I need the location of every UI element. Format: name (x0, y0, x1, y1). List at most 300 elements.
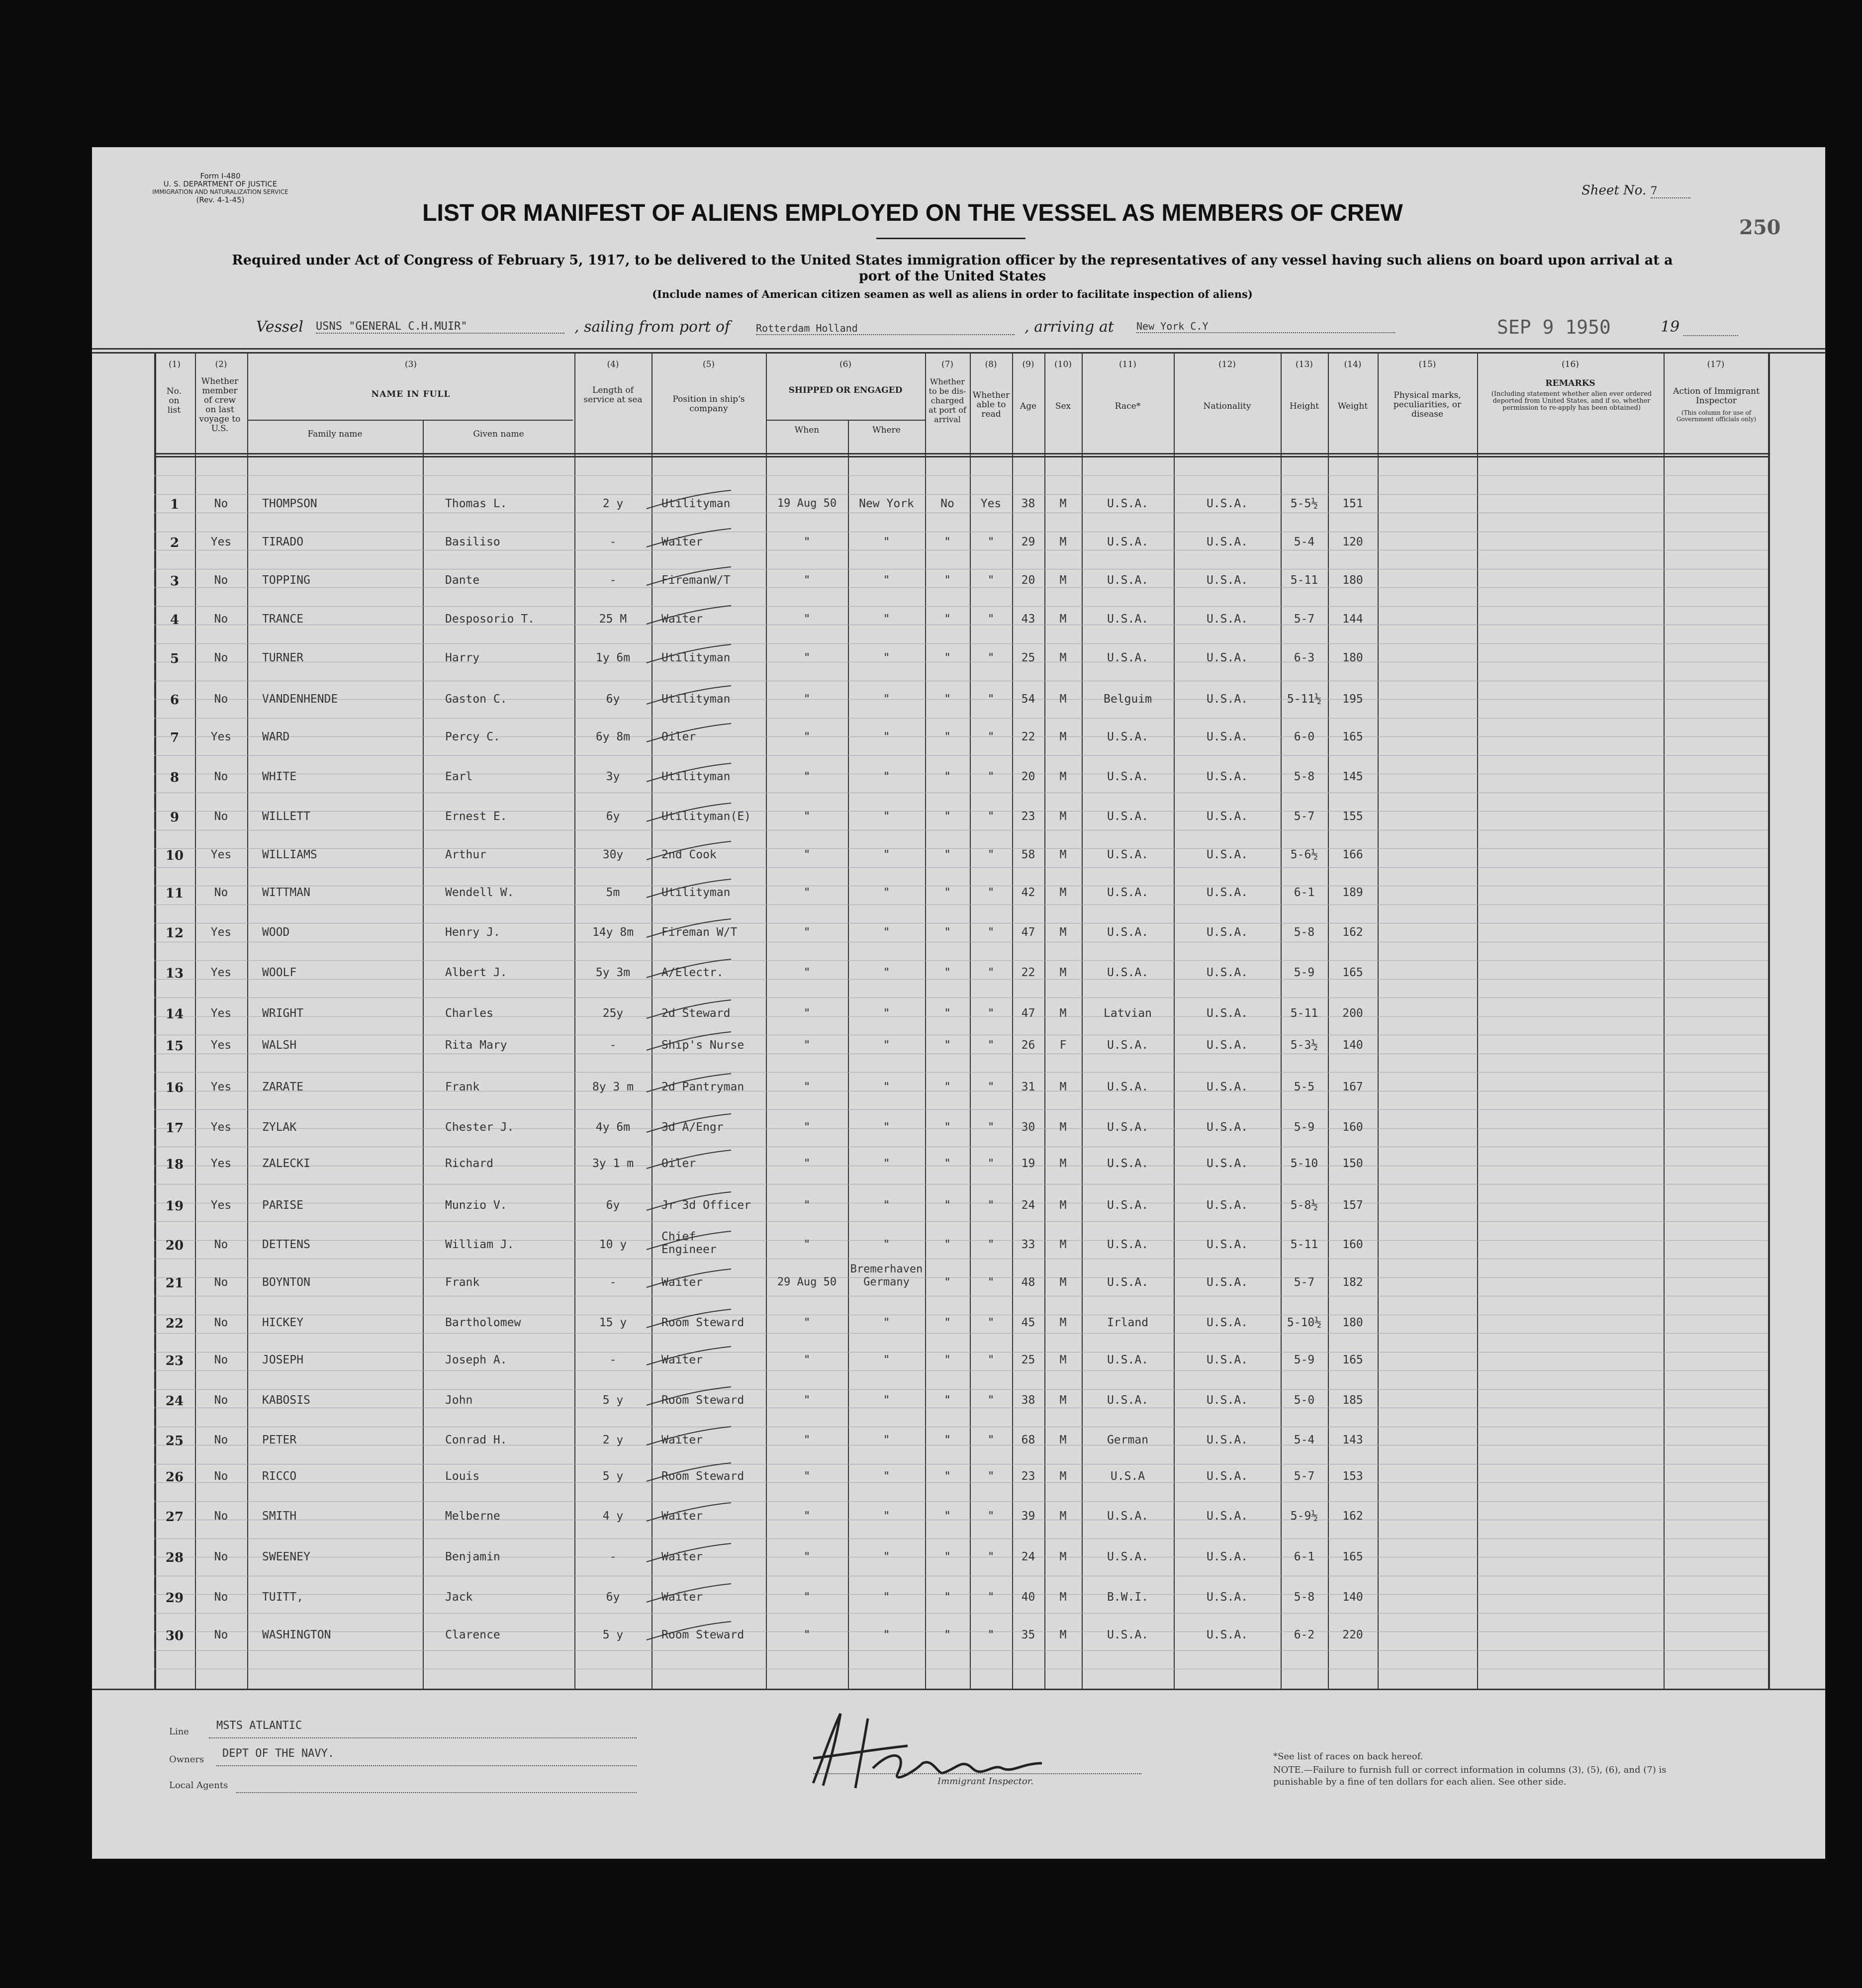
cell-age: 24 (1021, 1550, 1035, 1563)
cell-age: 45 (1021, 1316, 1035, 1329)
column-rule (1044, 352, 1045, 1689)
cell-read: " (987, 1039, 995, 1052)
cell-nat: U.S.A. (1206, 651, 1248, 664)
column-number: (15) (1418, 360, 1436, 369)
cell-no: 29 (165, 1591, 184, 1606)
ruled-line (154, 904, 1768, 905)
cell-length: 1y 6m (595, 651, 631, 664)
cell-where: New York (859, 497, 914, 510)
cell-nat: U.S.A. (1206, 1121, 1248, 1134)
table-top-rule-2 (92, 352, 1825, 354)
cell-no: 10 (165, 848, 184, 863)
cell-length: 30y (602, 848, 624, 861)
cell-sex: M (1059, 1434, 1067, 1446)
cell-nat: U.S.A. (1206, 1591, 1248, 1604)
cell-weight: 165 (1342, 730, 1363, 743)
cell-member: No (214, 1628, 228, 1641)
line-label: Line (169, 1726, 189, 1737)
check-mark (642, 1580, 741, 1610)
cell-given: Conrad H. (445, 1434, 507, 1446)
cell-when: " (803, 1470, 811, 1483)
cell-height: 5-9 (1294, 1354, 1315, 1366)
cell-position: Waiter (661, 1591, 703, 1604)
cell-no: 1 (170, 497, 180, 512)
cell-when: " (803, 574, 811, 587)
cell-when: " (803, 730, 811, 743)
cell-given: Earl (445, 770, 473, 783)
cell-no: 22 (165, 1316, 184, 1331)
cell-position: Jr 3d Officer (661, 1199, 751, 1212)
cell-member: No (214, 1510, 228, 1523)
form-revision: (Rev. 4-1-45) (196, 195, 245, 204)
cell-height: 5-11 (1290, 1238, 1318, 1251)
cell-where: " (883, 1121, 890, 1134)
cell-family: WILLIAMS (262, 848, 317, 861)
cell-position: Waiter (661, 1354, 703, 1366)
cell-height: 5-10½ (1287, 1316, 1322, 1329)
cell-member: No (214, 810, 228, 823)
cell-family: DETTENS (262, 1238, 310, 1251)
ruled-line (154, 1370, 1768, 1371)
cell-family: JOSEPH (262, 1354, 304, 1366)
cell-position: Waiter (661, 1434, 703, 1446)
cell-length: 6y (606, 810, 620, 823)
cell-height: 5-4 (1294, 536, 1315, 548)
cell-family: WHITE (262, 770, 297, 783)
cell-weight: 150 (1342, 1157, 1363, 1170)
cell-disch: " (944, 651, 951, 664)
ruled-line (154, 755, 1768, 756)
cell-length: 5 y (602, 1470, 624, 1483)
cell-member: No (214, 1550, 228, 1563)
cell-nat: U.S.A. (1206, 1157, 1248, 1170)
cell-when: " (803, 1039, 811, 1052)
cell-weight: 120 (1342, 536, 1363, 548)
cell-weight: 155 (1342, 810, 1363, 823)
cell-length: - (609, 1276, 617, 1289)
cell-race: U.S.A. (1107, 574, 1149, 587)
check-mark (642, 955, 741, 985)
cell-disch: " (944, 1550, 951, 1563)
cell-given: Frank (445, 1276, 480, 1289)
header-race: Race* (1115, 401, 1141, 411)
cell-race: U.S.A. (1107, 1039, 1149, 1052)
column-rule (1281, 352, 1282, 1689)
cell-family: TURNER (262, 651, 304, 664)
cell-position: Chief Engineer (661, 1230, 717, 1256)
year-label: 19 (1661, 318, 1680, 336)
cell-height: 5-7 (1294, 613, 1315, 626)
cell-nat: U.S.A. (1206, 1470, 1248, 1483)
cell-read: " (987, 1354, 995, 1366)
cell-position: Room Steward (661, 1316, 745, 1329)
ruled-line (154, 587, 1768, 588)
cell-member: Yes (210, 1157, 232, 1170)
cell-member: Yes (210, 1039, 232, 1052)
cell-when: " (803, 1550, 811, 1563)
cell-disch: " (944, 1470, 951, 1483)
check-mark (642, 1343, 741, 1372)
cell-when: " (803, 810, 811, 823)
check-mark (642, 759, 741, 789)
cell-given: Bartholomew (445, 1316, 521, 1329)
shipped-subhead-rule (766, 420, 925, 421)
cell-race: U.S.A. (1107, 1354, 1149, 1366)
header-name-in-full: NAME IN FULL (371, 389, 451, 399)
cell-no: 26 (165, 1470, 184, 1485)
vessel-label: Vessel (256, 318, 303, 336)
cell-when: " (803, 1591, 811, 1604)
cell-when: " (803, 613, 811, 626)
cell-no: 11 (165, 886, 184, 901)
column-number: (11) (1119, 360, 1136, 369)
requirement-text: Required under Act of Congress of February 5, 1917, to be delivered to the United States immigration officer by the representatives of any vessel having such aliens on board upon arrival at a port of the United States (232, 253, 1673, 284)
cell-family: WOOLF (262, 966, 297, 979)
cell-height: 5-3½ (1290, 1039, 1318, 1052)
cell-no: 12 (165, 926, 184, 941)
cell-member: Yes (210, 730, 232, 743)
cell-read: " (987, 1007, 995, 1020)
cell-weight: 153 (1342, 1470, 1363, 1483)
cell-member: No (214, 1276, 228, 1289)
cell-sex: M (1059, 1157, 1067, 1170)
cell-where: " (883, 1081, 890, 1093)
column-number: (14) (1344, 360, 1362, 369)
cell-nat: U.S.A. (1206, 1276, 1248, 1289)
cell-when: " (803, 1628, 811, 1641)
cell-race: U.S.A. (1107, 730, 1149, 743)
cell-height: 6-1 (1294, 886, 1315, 899)
cell-disch: " (944, 1434, 951, 1446)
cell-nat: U.S.A. (1206, 966, 1248, 979)
line-value: MSTS ATLANTIC (216, 1719, 302, 1732)
header-able-to-read: Whether able to read (972, 390, 1010, 419)
check-mark (642, 1423, 741, 1452)
cell-length: 25y (602, 1007, 624, 1020)
cell-where: " (883, 613, 890, 626)
cell-given: Chester J. (445, 1121, 514, 1134)
cell-given: William J. (445, 1238, 514, 1251)
ruled-line (154, 606, 1768, 607)
cell-length: 4y 6m (595, 1121, 631, 1134)
cell-age: 43 (1021, 613, 1035, 626)
cell-where: " (883, 810, 890, 823)
header-physical-marks: Physical marks, peculiarities, or disease (1393, 390, 1462, 419)
cell-weight: 200 (1342, 1007, 1363, 1020)
column-number: (16) (1562, 360, 1579, 369)
cell-disch: " (944, 1007, 951, 1020)
header-weight: Weight (1337, 401, 1368, 411)
cell-race: U.S.A. (1107, 1238, 1149, 1251)
column-number: (6) (839, 360, 852, 369)
cell-race: U.S.A. (1107, 1199, 1149, 1212)
cell-weight: 162 (1342, 1510, 1363, 1523)
cell-position: Oiler (661, 1157, 696, 1170)
cell-family: VANDENHENDE (262, 693, 338, 706)
cell-weight: 189 (1342, 886, 1363, 899)
ruled-line (154, 1613, 1768, 1614)
cell-disch: " (944, 574, 951, 587)
cell-disch: " (944, 1081, 951, 1093)
cell-given: Percy C. (445, 730, 500, 743)
inspector-underline (813, 1773, 1141, 1774)
cell-length: 5 y (602, 1394, 624, 1407)
cell-member: Yes (210, 1121, 232, 1134)
check-mark (642, 875, 741, 905)
column-number: (5) (702, 360, 715, 369)
check-mark (642, 1070, 741, 1099)
column-number: (10) (1054, 360, 1072, 369)
cell-disch: " (944, 810, 951, 823)
cell-height: 5-8½ (1290, 1199, 1318, 1212)
cell-age: 40 (1021, 1591, 1035, 1604)
cell-no: 8 (170, 770, 180, 785)
cell-nat: U.S.A. (1206, 693, 1248, 706)
cell-position: Fireman W/T (661, 926, 738, 939)
cell-member: No (214, 1394, 228, 1407)
cell-when: " (803, 1238, 811, 1251)
races-note: *See list of races on back hereof. (1273, 1751, 1423, 1762)
cell-disch: No (940, 497, 954, 510)
cell-read: " (987, 1238, 995, 1251)
cell-position: Utilityman(E) (661, 810, 751, 823)
cell-length: 6y (606, 693, 620, 706)
cell-disch: " (944, 1591, 951, 1604)
inspector-label: Immigrant Inspector. (937, 1776, 1034, 1787)
cell-race: U.S.A. (1107, 1394, 1149, 1407)
sheet-stamp: 250 (1739, 216, 1781, 239)
cell-height: 5-8 (1294, 770, 1315, 783)
cell-race: Irland (1107, 1316, 1149, 1329)
cell-no: 2 (170, 536, 180, 550)
arrival-date-stamp: SEP 9 1950 (1497, 316, 1611, 338)
cell-member: No (214, 886, 228, 899)
column-number: (1) (168, 360, 181, 369)
header-sex: Sex (1055, 401, 1071, 411)
cell-sex: M (1059, 1081, 1067, 1093)
cell-race: U.S.A. (1107, 1628, 1149, 1641)
cell-race: U.S.A. (1107, 770, 1149, 783)
cell-disch: " (944, 1199, 951, 1212)
check-mark (642, 996, 741, 1026)
cell-weight: 162 (1342, 926, 1363, 939)
cell-where: " (883, 1394, 890, 1407)
cell-family: WALSH (262, 1039, 297, 1052)
ruled-line (154, 960, 1768, 961)
cell-length: 3y 1 m (592, 1157, 634, 1170)
cell-weight: 144 (1342, 613, 1363, 626)
cell-disch: " (944, 613, 951, 626)
cell-read: " (987, 1199, 995, 1212)
cell-weight: 180 (1342, 1316, 1363, 1329)
cell-disch: " (944, 730, 951, 743)
cell-length: 3y (606, 770, 620, 783)
cell-disch: " (944, 1510, 951, 1523)
cell-read: " (987, 926, 995, 939)
column-number: (12) (1218, 360, 1236, 369)
cell-family: HICKEY (262, 1316, 304, 1329)
cell-no: 17 (165, 1121, 184, 1136)
cell-read: " (987, 1434, 995, 1446)
cell-given: Louis (445, 1470, 480, 1483)
header-shipped-engaged: SHIPPED OR ENGAGED (788, 385, 903, 395)
cell-nat: U.S.A. (1206, 1199, 1248, 1212)
sailing-from-label: , sailing from port of (574, 318, 731, 336)
cell-position: 3d A/Engr (661, 1121, 724, 1134)
cell-height: 5-5 (1294, 1081, 1315, 1093)
cell-age: 29 (1021, 536, 1035, 548)
cell-member: Yes (210, 926, 232, 939)
cell-given: Gaston C. (445, 693, 507, 706)
cell-position: Waiter (661, 613, 703, 626)
cell-weight: 182 (1342, 1276, 1363, 1289)
column-rule (925, 352, 926, 1689)
column-number: (17) (1707, 360, 1725, 369)
arriving-at-label: , arriving at (1024, 318, 1114, 336)
cell-height: 5-7 (1294, 1470, 1315, 1483)
cell-position: Waiter (661, 1276, 703, 1289)
cell-race: U.S.A. (1107, 1550, 1149, 1563)
cell-nat: U.S.A. (1206, 536, 1248, 548)
header-when: When (794, 425, 820, 435)
cell-family: THOMPSON (262, 497, 317, 510)
cell-age: 23 (1021, 810, 1035, 823)
cell-read: " (987, 810, 995, 823)
cell-read: " (987, 1550, 995, 1563)
column-rule (423, 420, 424, 1689)
column-rule (766, 352, 767, 1689)
cell-age: 35 (1021, 1628, 1035, 1641)
column-rule (574, 352, 575, 1689)
cell-nat: U.S.A. (1206, 1628, 1248, 1641)
cell-height: 5-7 (1294, 1276, 1315, 1289)
cell-height: 6-1 (1294, 1550, 1315, 1563)
cell-age: 33 (1021, 1238, 1035, 1251)
cell-read: " (987, 1316, 995, 1329)
ruled-line (154, 1650, 1768, 1651)
cell-length: - (609, 1039, 617, 1052)
cell-given: Benjamin (445, 1550, 500, 1563)
cell-disch: " (944, 1157, 951, 1170)
column-rule (970, 352, 971, 1689)
cell-family: TUITT, (262, 1591, 304, 1604)
cell-weight: 165 (1342, 1550, 1363, 1563)
cell-when: " (803, 1121, 811, 1134)
cell-read: " (987, 1081, 995, 1093)
cell-where: " (883, 1157, 890, 1170)
table-bottom-rule (92, 1689, 1825, 1690)
cell-age: 19 (1021, 1157, 1035, 1170)
cell-member: No (214, 1316, 228, 1329)
cell-race: U.S.A. (1107, 1276, 1149, 1289)
cell-when: " (803, 926, 811, 939)
cell-race: U.S.A. (1107, 1510, 1149, 1523)
cell-length: 15 y (599, 1316, 627, 1329)
cell-age: 25 (1021, 651, 1035, 664)
column-number: (3) (404, 360, 417, 369)
cell-nat: U.S.A. (1206, 810, 1248, 823)
cell-where: " (883, 1007, 890, 1020)
cell-height: 5-0 (1294, 1394, 1315, 1407)
cell-given: Melberne (445, 1510, 500, 1523)
ruled-line (154, 1109, 1768, 1110)
sheet-number-label (1582, 183, 1690, 198)
voyage-line (256, 318, 1748, 340)
cell-when: " (803, 1510, 811, 1523)
check-mark (642, 602, 741, 632)
cell-given: Joseph A. (445, 1354, 507, 1366)
ruled-line (154, 997, 1768, 998)
cell-member: No (214, 1354, 228, 1366)
cell-no: 18 (165, 1157, 184, 1172)
check-mark (642, 563, 741, 593)
cell-length: 5 y (602, 1628, 624, 1641)
cell-race: U.S.A. (1107, 810, 1149, 823)
agents-label: Local Agents (169, 1780, 228, 1791)
check-mark (642, 1459, 741, 1489)
cell-disch: " (944, 886, 951, 899)
cell-no: 25 (165, 1434, 184, 1448)
cell-length: 6y (606, 1591, 620, 1604)
column-rule (1012, 352, 1013, 1689)
cell-disch: " (944, 848, 951, 861)
cell-no: 5 (170, 651, 180, 666)
cell-position: Oiler (661, 730, 696, 743)
cell-length: 4 y (602, 1510, 624, 1523)
header-given-name: Given name (473, 429, 524, 439)
cell-nat: U.S.A. (1206, 1354, 1248, 1366)
column-number: (2) (215, 360, 227, 369)
cell-sex: M (1059, 848, 1067, 861)
cell-member: Yes (210, 966, 232, 979)
cell-family: SMITH (262, 1510, 297, 1523)
cell-no: 23 (165, 1354, 184, 1368)
cell-height: 5-8 (1294, 1591, 1315, 1604)
cell-where: " (883, 1238, 890, 1251)
cell-where: " (883, 1550, 890, 1563)
cell-nat: U.S.A. (1206, 770, 1248, 783)
cell-family: RICCO (262, 1470, 297, 1483)
cell-read: " (987, 1510, 995, 1523)
cell-nat: U.S.A. (1206, 613, 1248, 626)
cell-height: 5-11 (1290, 1007, 1318, 1020)
cell-disch: " (944, 1039, 951, 1052)
cell-no: 13 (165, 966, 184, 981)
cell-sex: M (1059, 1354, 1067, 1366)
cell-age: 58 (1021, 848, 1035, 861)
cell-no: 28 (165, 1550, 184, 1565)
cell-position: Utilityman (661, 886, 731, 899)
cell-height: 6-2 (1294, 1628, 1315, 1641)
form-department: U. S. DEPARTMENT OF JUSTICE (163, 180, 278, 188)
column-rule (195, 352, 196, 1689)
cell-nat: U.S.A. (1206, 1550, 1248, 1563)
cell-family: TRANCE (262, 613, 304, 626)
cell-weight: 167 (1342, 1081, 1363, 1093)
cell-weight: 180 (1342, 574, 1363, 587)
cell-read: " (987, 536, 995, 548)
cell-position: 2nd Cook (661, 848, 717, 861)
check-mark (642, 799, 741, 829)
cell-age: 25 (1021, 1354, 1035, 1366)
cell-height: 6-3 (1294, 651, 1315, 664)
cell-when: " (803, 848, 811, 861)
ruled-line (154, 1352, 1768, 1353)
cell-nat: U.S.A. (1206, 1238, 1248, 1251)
cell-no: 20 (165, 1238, 184, 1253)
cell-position: 2d Steward (661, 1007, 731, 1020)
column-rule (848, 420, 849, 1689)
